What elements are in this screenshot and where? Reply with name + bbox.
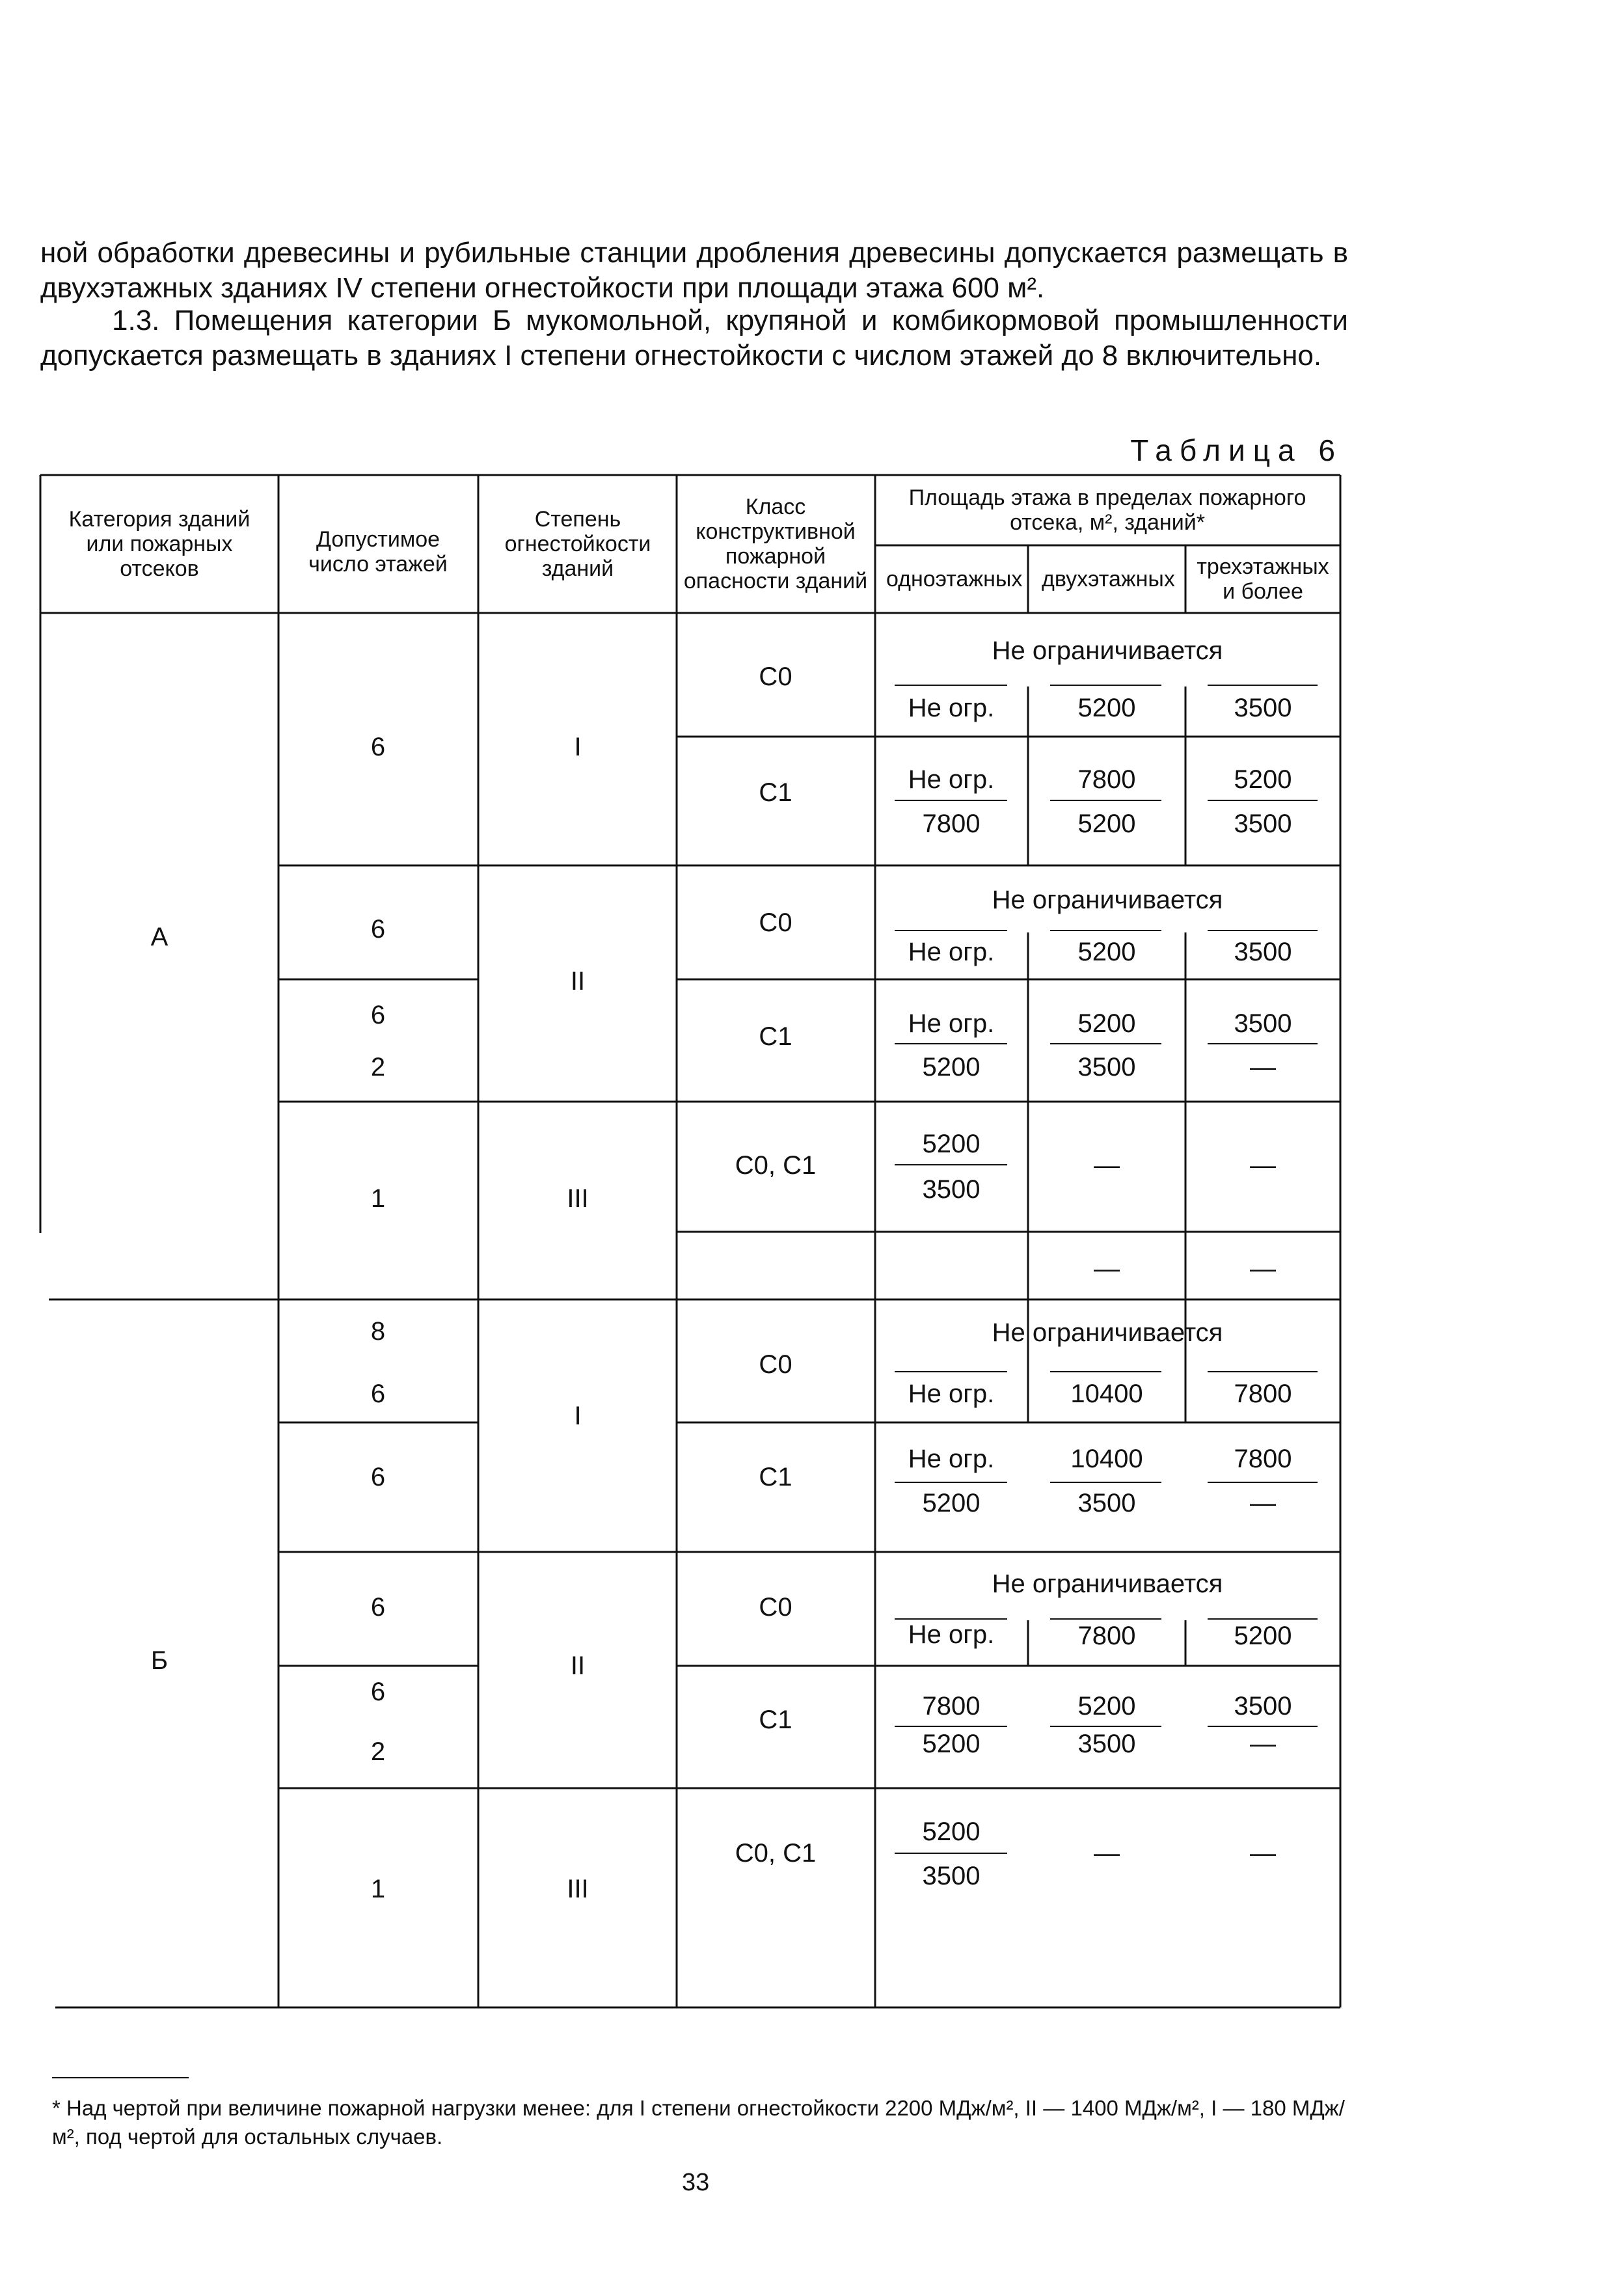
hazard-class-value: С0: [759, 908, 792, 937]
area-two-storey: 5200: [1077, 938, 1136, 966]
area-three-storey: —: [1250, 1053, 1276, 1081]
fire-resistance-degree: II: [570, 967, 586, 996]
area-one-storey: 5200: [922, 1730, 981, 1758]
floors-value: 1: [370, 1184, 386, 1213]
fire-resistance-degree: I: [574, 733, 582, 761]
fire-resistance-degree: III: [567, 1184, 589, 1213]
page-number: 33: [682, 2169, 710, 2196]
area-three-storey: 5200: [1234, 1622, 1292, 1650]
area-three-storey: —: [1250, 1255, 1276, 1283]
area-one-storey: 7800: [922, 809, 981, 838]
header-three-storey: трехэтажных и более: [1197, 554, 1329, 604]
area-two-storey: —: [1094, 1151, 1120, 1180]
floors-value: 2: [370, 1737, 386, 1766]
area-one-storey: Не огр.: [908, 765, 995, 794]
area-one-storey: Не огр.: [908, 1009, 995, 1038]
footnote: * Над чертой при величине пожарной нагрузки менее: для I степени огнестойкости 2200 МДж/м², II — 1400 МДж/м², I — 180 МДж/м², под чертой для остальных случаев.: [52, 2096, 1345, 2149]
area-three-storey: —: [1250, 1151, 1276, 1180]
floors-value: 6: [370, 733, 386, 761]
area-two-storey: 7800: [1077, 1622, 1136, 1650]
fire-resistance-degree: I: [574, 1402, 582, 1430]
area-one-storey: 3500: [922, 1175, 981, 1204]
area-two-storey: 10400: [1070, 1445, 1143, 1473]
area-three-storey: —: [1250, 1489, 1276, 1517]
area-three-storey: 3500: [1234, 694, 1292, 722]
unlimited-label: Не ограничивается: [992, 1570, 1223, 1598]
floors-value: 2: [370, 1053, 386, 1081]
area-two-storey: 5200: [1077, 694, 1136, 722]
area-three-storey: 3500: [1234, 1692, 1292, 1720]
area-one-storey: Не огр.: [908, 938, 995, 966]
header-one-storey: одноэтажных: [886, 567, 1023, 591]
area-one-storey: Не огр.: [908, 1620, 995, 1649]
area-three-storey: 3500: [1234, 1009, 1292, 1038]
area-two-storey: 5200: [1077, 1009, 1136, 1038]
area-one-storey: 3500: [922, 1862, 981, 1890]
area-one-storey: Не огр.: [908, 694, 995, 722]
area-two-storey: 3500: [1077, 1730, 1136, 1758]
area-two-storey: 5200: [1077, 809, 1136, 838]
floors-value: 8: [370, 1317, 386, 1346]
hazard-class-value: С0, С1: [735, 1151, 817, 1180]
area-three-storey: 7800: [1234, 1380, 1292, 1408]
area-three-storey: 3500: [1234, 938, 1292, 966]
hazard-class-value: С0: [759, 1593, 792, 1622]
area-three-storey: —: [1250, 1730, 1276, 1758]
category-label: А: [150, 923, 169, 951]
floors-value: 6: [370, 1463, 386, 1491]
hazard-class-value: С0, С1: [735, 1839, 817, 1868]
area-one-storey: 5200: [922, 1053, 981, 1081]
unlimited-label: Не ограничивается: [992, 886, 1223, 914]
hazard-class-value: С0: [759, 1350, 792, 1379]
fire-resistance-degree: II: [570, 1652, 586, 1680]
area-one-storey: Не огр.: [908, 1380, 995, 1408]
area-two-storey: —: [1094, 1255, 1120, 1283]
floors-value: 6: [370, 915, 386, 944]
area-three-storey: 7800: [1234, 1445, 1292, 1473]
area-two-storey: 3500: [1077, 1489, 1136, 1517]
header-category: Категория зданий или пожарных отсеков: [68, 507, 250, 581]
area-two-storey: 5200: [1077, 1692, 1136, 1720]
paragraph-continuation: ной обработки древесины и рубильные станции дробления древесины допускается размещать в двухэтажных зданиях IV степени огнестойкости при площади этажа 600 м².: [40, 237, 1348, 304]
paragraph-1-3: 1.3. Помещения категории Б мукомольной, крупяной и комбикормовой промышленности допускается размещать в зданиях I степени огнестойкости с числом этажей до 8 включительно.: [40, 305, 1348, 372]
area-one-storey: 5200: [922, 1489, 981, 1517]
floors-value: 1: [370, 1875, 386, 1903]
area-three-storey: 3500: [1234, 809, 1292, 838]
hazard-class-value: С1: [759, 1022, 792, 1051]
area-one-storey: 5200: [922, 1817, 981, 1846]
floors-value: 6: [370, 1380, 386, 1408]
area-one-storey: 7800: [922, 1692, 981, 1720]
area-three-storey: 5200: [1234, 765, 1292, 794]
area-two-storey: 3500: [1077, 1053, 1136, 1081]
area-three-storey: —: [1250, 1839, 1276, 1868]
hazard-class-value: С0: [759, 662, 792, 691]
category-label: Б: [150, 1646, 169, 1675]
area-two-storey: 7800: [1077, 765, 1136, 794]
hazard-class-value: С1: [759, 1463, 792, 1491]
unlimited-label: Не ограничивается: [992, 636, 1223, 665]
fire-resistance-degree: III: [567, 1875, 589, 1903]
area-two-storey: —: [1094, 1839, 1120, 1868]
floors-value: 6: [370, 1001, 386, 1029]
hazard-class-value: С1: [759, 778, 792, 807]
hazard-class-value: С1: [759, 1706, 792, 1734]
floors-value: 6: [370, 1678, 386, 1706]
header-fire-resistance: Степень огнестойкости зданий: [504, 507, 651, 581]
header-hazard-class: Класс конструктивной пожарной опасности зданий: [683, 495, 868, 593]
area-one-storey: 5200: [922, 1130, 981, 1158]
header-area: Площадь этажа в пределах пожарного отсека, м², зданий*: [908, 485, 1306, 535]
header-floors: Допустимое число этажей: [308, 527, 448, 577]
table-caption: Таблица 6: [1130, 433, 1343, 467]
area-two-storey: 10400: [1070, 1380, 1143, 1408]
header-two-storey: двухэтажных: [1042, 567, 1175, 591]
footnote-rule: [52, 2077, 189, 2078]
unlimited-label: Не ограничивается: [992, 1318, 1223, 1347]
area-one-storey: Не огр.: [908, 1445, 995, 1473]
floors-value: 6: [370, 1593, 386, 1622]
